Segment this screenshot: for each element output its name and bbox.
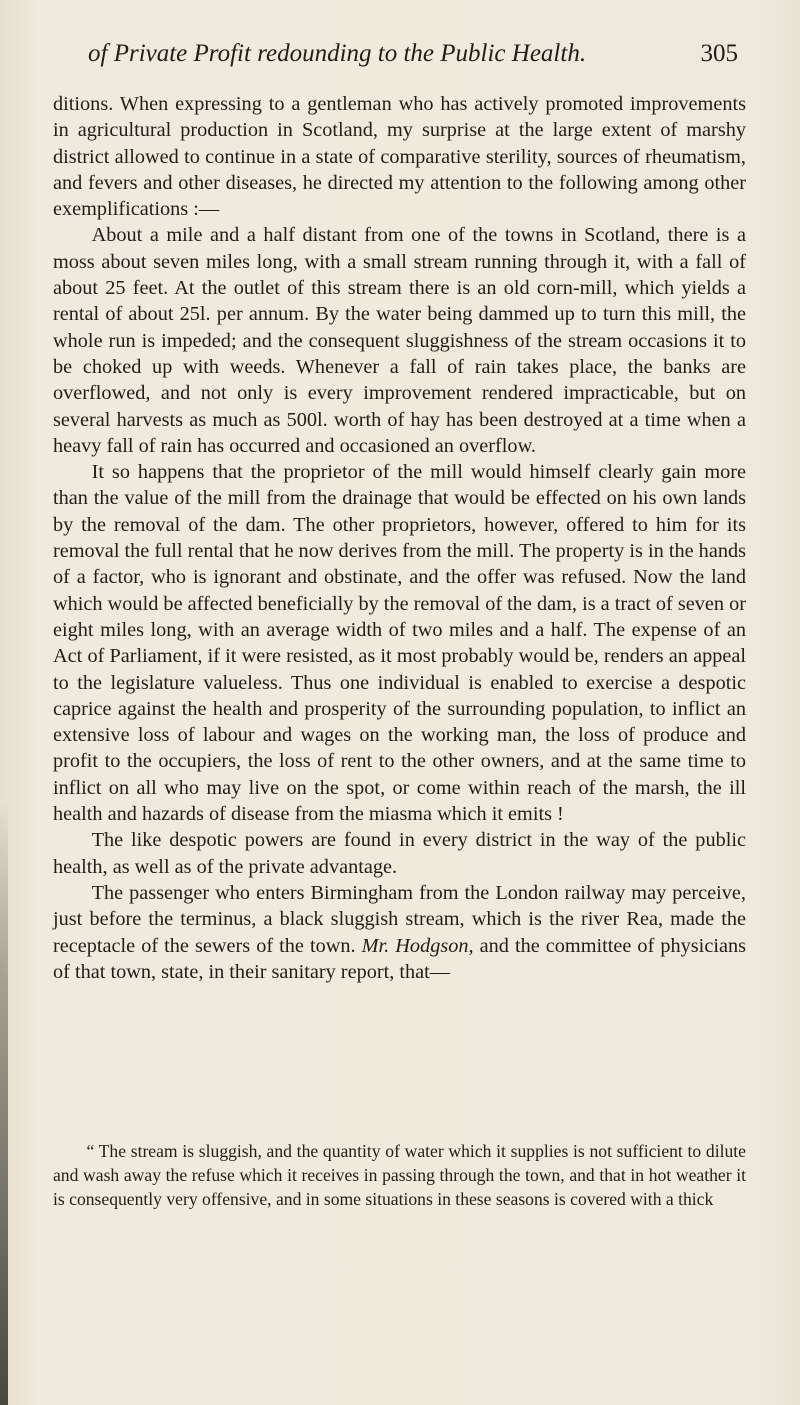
page-number: 305 bbox=[700, 40, 738, 67]
body-text bbox=[53, 91, 746, 985]
paragraph-despotic-powers: The like despotic powers are found in every district in the way of the public health, as well as of the private advantage. bbox=[53, 829, 746, 878]
paragraph-moss-example: About a mile and a half distant from one of the towns in Scotland, there is a moss about seven miles long, with a small stream running through it, with a fall of about 25 feet. At the outlet of this stream there is an old corn-mill, which yields a rental of about 25l. per annum. By the water being dammed up to turn this mill, the whole run is impeded; and the consequent sluggishness of the stream occasions it to be choked up with weeds. Whenever a fall of rain takes place, the banks are overflowed, and not only is every improvement rendered impracticable, but on several harvests as much as 500l. worth of hay has been destroyed at a time when a heavy fall of rain has occurred and occasioned an overflow. bbox=[53, 224, 746, 457]
paragraph-mill-proprietor: It so happens that the proprietor of the mill would himself clearly gain more than the value of the mill from the drainage that would be effected on his own lands by the removal of the dam. The other proprietors, however, offered to him for its removal the full rental that he now derives from the mill. The property is in the hands of a factor, who is ignorant and obstinate, and the offer was refused. Now the land which would be affected beneficially by the removal of the dam, is a tract of seven or eight miles long, with an average width of two miles and a half. The expense of an Act of Parliament, if it were resisted, as it most probably would be, renders an appeal to the legislature valueless. Thus one individual is enabled to exercise a despotic caprice against the health and prosperity of the surrounding population, to inflict an extensive loss of labour and wages on the working man, the loss of produce and profit to the occupiers, the loss of rent to the other owners, and at the same time to inflict on all who may live on the spot, or come within reach of the marsh, the ill health and hazards of disease from the miasma which it emits ! bbox=[53, 461, 746, 826]
hodgson-name: Mr. Hodgson, bbox=[361, 934, 474, 957]
birmingham-text-before: The passenger who enters Birmingham from the London railway may perceive, just before the terminus, a black sluggish stream, which is the river Rea, made the receptacle of the sewers of the town. bbox=[53, 881, 746, 957]
block-quote: “ The stream is sluggish, and the quantity of water which it supplies is not sufficient to dilute and wash away the refuse which it receives in passing through the town, and that in hot weather it is consequently very offensive, and in some situations in these seasons is covered with a thick bbox=[53, 1141, 746, 1209]
page-gutter-shadow bbox=[0, 800, 8, 1405]
running-title: of Private Profit redounding to the Public Health. bbox=[88, 40, 587, 67]
paragraph-continuation: ditions. When expressing to a gentleman who has actively promoted improvements in agricultural production in Scotland, my surprise at the large extent of marshy district allowed to continue in a state of comparative sterility, sources of rheumatism, and fevers and other diseases, he directed my attention to the following among other exemplifications :— bbox=[53, 93, 746, 221]
birmingham-text-after: and the committee of physicians of that town, state, in their sanitary report, that— bbox=[53, 934, 746, 983]
paragraph-birmingham bbox=[53, 880, 746, 985]
running-header bbox=[88, 40, 738, 80]
